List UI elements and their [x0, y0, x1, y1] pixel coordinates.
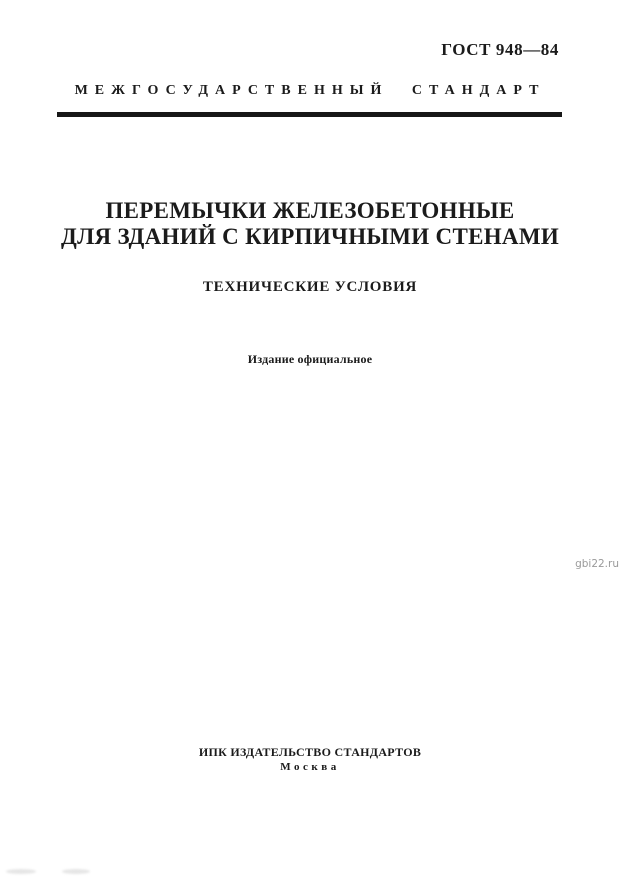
page-title-line1: ПЕРЕМЫЧКИ ЖЕЛЕЗОБЕТОННЫЕ	[105, 198, 515, 223]
publisher-city: Москва	[280, 761, 340, 773]
standard-type-banner: МЕЖГОСУДАРСТВЕННЫЙ СТАНДАРТ	[74, 83, 546, 98]
scan-smudge	[62, 869, 90, 874]
page-title	[0, 198, 620, 250]
banner-rule	[57, 112, 562, 117]
publisher-name: ИПК ИЗДАТЕЛЬСТВО СТАНДАРТОВ	[198, 745, 422, 759]
page-subtitle: ТЕХНИЧЕСКИЕ УСЛОВИЯ	[202, 279, 418, 295]
edition-note: Издание официальное	[247, 352, 373, 366]
doc-code: ГОСТ 948—84	[441, 40, 559, 59]
page-title-line2: ДЛЯ ЗДАНИЙ С КИРПИЧНЫМИ СТЕНАМИ	[60, 224, 560, 249]
watermark-text: gbi22.ru	[575, 558, 619, 570]
scan-smudge	[6, 869, 36, 874]
